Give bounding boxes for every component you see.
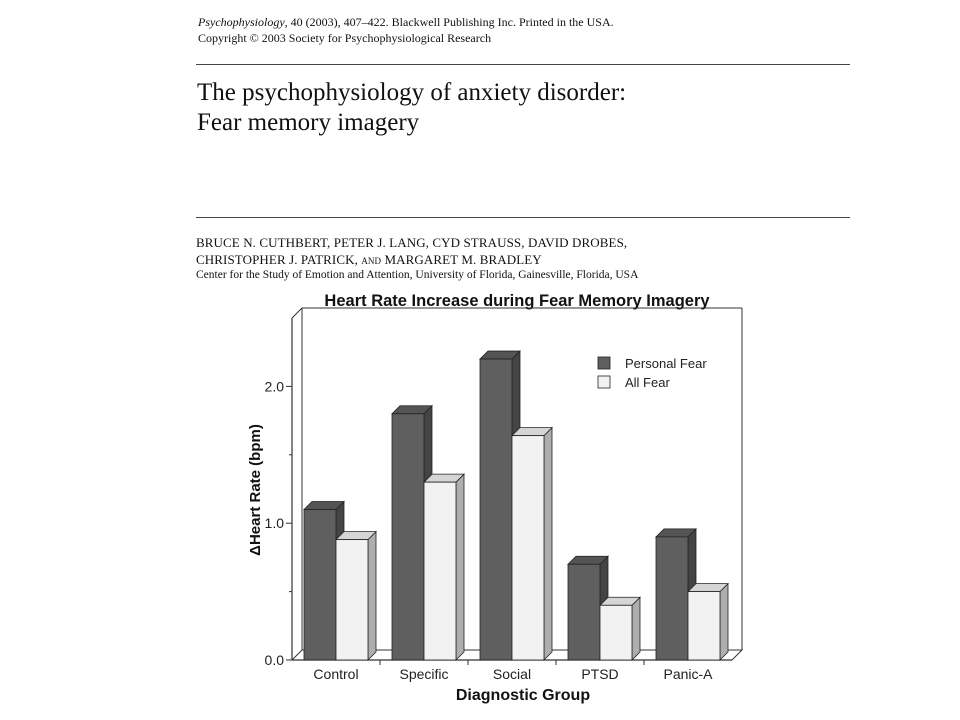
bar-front (304, 510, 336, 660)
bar-side (456, 474, 464, 660)
bar-panic-a-all-fear (688, 584, 728, 660)
y-axis-label: ΔHeart Rate (bpm) (247, 424, 264, 556)
top-corner-edge (292, 308, 302, 318)
authors-line-1: BRUCE N. CUTHBERT, PETER J. LANG, CYD STRAUSS, DAVID DROBES, (196, 235, 628, 250)
legend-swatch (598, 376, 610, 388)
bar-specific-all-fear (424, 474, 464, 660)
title-line-2: Fear memory imagery (197, 109, 420, 136)
bar-front (512, 436, 544, 660)
bar-front (424, 482, 456, 660)
bar-social-all-fear (512, 428, 552, 660)
x-tick-label: Specific (399, 666, 449, 682)
authors-line-2-start: CHRISTOPHER J. PATRICK, (196, 252, 362, 267)
bar-front (656, 537, 688, 660)
bar-front (600, 605, 632, 660)
bar-control-all-fear (336, 532, 376, 660)
citation-details: , 40 (2003), 407–422. Blackwell Publishing Inc. Printed in the USA. (284, 15, 614, 29)
legend-label: Personal Fear (625, 356, 707, 371)
chart-title: Heart Rate Increase during Fear Memory Imagery (324, 292, 710, 310)
bar-front (568, 564, 600, 660)
copyright-line: Copyright © 2003 Society for Psychophysiological Research (198, 31, 492, 45)
bar-ptsd-all-fear (600, 597, 640, 660)
y-tick-label: 2.0 (264, 378, 284, 395)
affiliation: Center for the Study of Emotion and Attention, University of Florida, Gainesville, Florida, USA (196, 269, 639, 281)
y-axis-ticks (265, 378, 292, 668)
bar-front (480, 359, 512, 660)
bar-side (544, 428, 552, 660)
x-tick-label: PTSD (581, 666, 619, 682)
x-axis-labels (313, 660, 713, 682)
bar-front (336, 540, 368, 660)
legend (598, 356, 707, 390)
bar-front (688, 592, 720, 660)
x-axis-label: Diagnostic Group (455, 687, 591, 704)
bar-series (304, 351, 728, 660)
legend-swatch (598, 357, 610, 369)
legend-label: All Fear (625, 375, 670, 390)
authors-and: and (361, 252, 382, 267)
y-tick-label: 0.0 (264, 652, 284, 668)
x-tick-label: Social (492, 666, 532, 682)
x-tick-label: Control (313, 666, 359, 682)
authors-line-2-end: MARGARET M. BRADLEY (381, 252, 542, 267)
bar-side (632, 597, 640, 660)
bar-side (720, 584, 728, 660)
title-line-1: The psychophysiology of anxiety disorder: (197, 79, 627, 106)
y-tick-label: 1.0 (264, 515, 284, 532)
journal-name: Psychophysiology (198, 15, 285, 29)
x-tick-label: Panic-A (663, 666, 713, 682)
bar-front (392, 414, 424, 660)
bar-side (368, 532, 376, 660)
